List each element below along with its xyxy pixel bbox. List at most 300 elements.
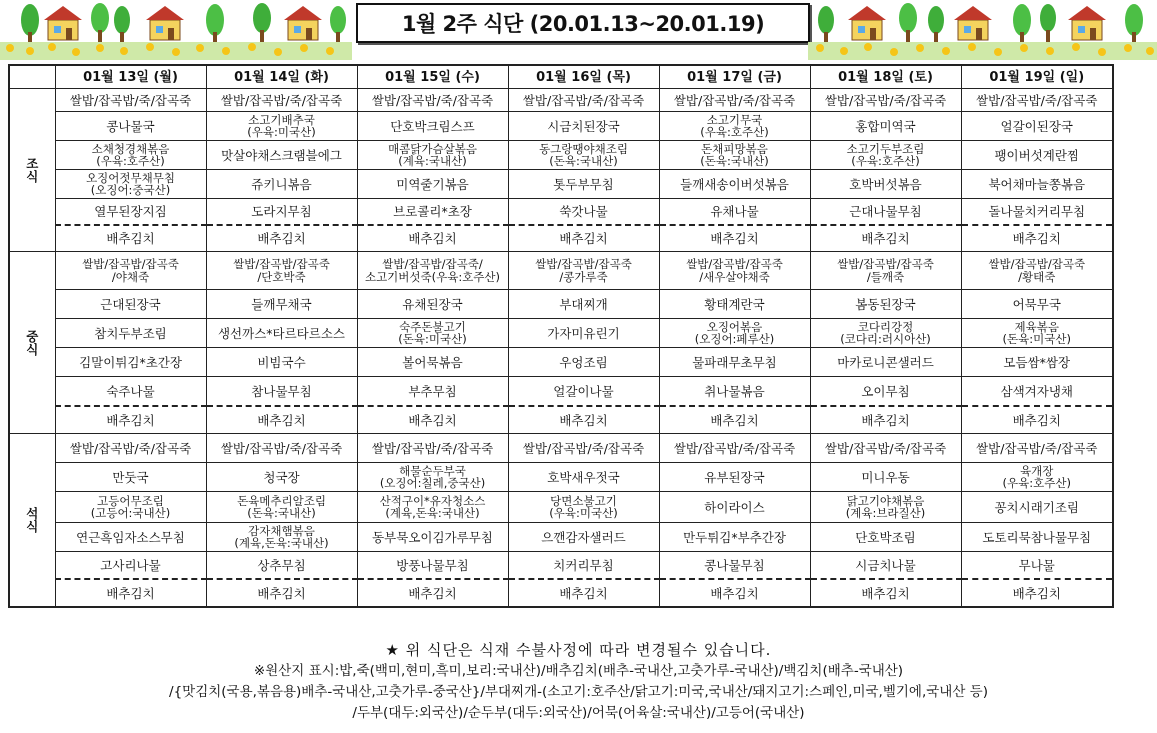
dish-name: 김말이튀김*초간장 <box>79 354 182 370</box>
dish-name: 배추김치 <box>257 585 306 601</box>
menu-cell <box>659 112 810 141</box>
dish-name: 동그랑땡야채조림 <box>539 141 628 156</box>
dish-name: 배추김치 <box>861 585 910 601</box>
menu-item <box>962 465 1113 490</box>
menu-item <box>509 495 659 520</box>
dish-name: 쌀밥/잡곡밥/잡곡죽 <box>82 257 179 271</box>
menu-cell <box>659 434 810 463</box>
menu-cell <box>961 112 1113 141</box>
dish-name: 쌀밥/잡곡밥/잡곡죽 <box>535 257 632 271</box>
menu-cell <box>357 170 508 199</box>
menu-item <box>660 114 810 139</box>
menu-cell <box>508 406 659 434</box>
dish-name: 배추김치 <box>861 231 910 246</box>
menu-cell <box>961 579 1113 607</box>
origin-info <box>0 661 1157 724</box>
menu-cell <box>508 141 659 170</box>
dish-name: 쥬키니볶음 <box>251 176 312 192</box>
corner-cell <box>9 65 55 89</box>
dish-origin: (돈육:미국산) <box>398 332 467 346</box>
menu-cell <box>55 492 206 523</box>
dish-name: 배추김치 <box>1012 231 1061 246</box>
menu-cell <box>357 377 508 407</box>
dish-name: 들깨새송이버섯볶음 <box>680 176 789 192</box>
dish-name: 모듬쌈*쌈장 <box>1003 354 1071 370</box>
menu-cell <box>659 319 810 348</box>
menu-cell <box>55 348 206 377</box>
menu-cell <box>508 170 659 199</box>
day-header: 01월 14일 (화) <box>206 65 357 89</box>
menu-cell <box>55 290 206 319</box>
dish-name: 배추김치 <box>559 412 608 428</box>
menu-cell <box>55 406 206 434</box>
menu-cell <box>961 89 1113 112</box>
dish-origin: (우육:미국산) <box>549 506 618 520</box>
menu-cell <box>961 252 1113 290</box>
menu-cell <box>659 252 810 290</box>
dish-name: 배추김치 <box>710 585 759 601</box>
dinner-row <box>9 434 1113 463</box>
menu-cell <box>961 199 1113 226</box>
menu-cell <box>810 319 961 348</box>
menu-cell <box>961 434 1113 463</box>
dish-name: 으깬감자샐러드 <box>541 529 626 545</box>
menu-cell <box>357 492 508 523</box>
menu-cell <box>206 225 357 252</box>
dish-name: 소고기두부조림 <box>846 141 925 156</box>
dish-name: 마카로니콘샐러드 <box>837 354 934 370</box>
menu-item <box>358 465 508 490</box>
dish-origin: (돈육:국내산) <box>549 154 618 168</box>
menu-cell <box>55 579 206 607</box>
dish-name: 부대찌개 <box>559 296 608 312</box>
menu-cell <box>961 319 1113 348</box>
dish-name: 우엉조림 <box>559 354 608 370</box>
menu-cell <box>357 434 508 463</box>
dish-name: 참나물무침 <box>251 383 312 399</box>
dish-name: 쌀밥/잡곡밥/죽/잡곡죽 <box>220 440 343 456</box>
menu-item <box>56 143 206 168</box>
dish-origin: (계육:브라질산) <box>845 506 926 520</box>
menu-cell <box>55 552 206 580</box>
dish-origin: (우육:호주산) <box>96 154 165 168</box>
menu-item <box>358 143 508 168</box>
menu-cell <box>206 252 357 290</box>
menu-item <box>509 143 659 168</box>
dish-name: 매콤닭가슴살볶음 <box>388 141 477 156</box>
dish-name: 고등어무조림 <box>97 493 164 508</box>
breakfast-label-bottom: 식 <box>26 169 39 184</box>
menu-cell <box>659 170 810 199</box>
menu-item <box>811 321 961 346</box>
dish-name: 미니우동 <box>861 469 910 485</box>
dish-name: 유채된장국 <box>402 296 463 312</box>
lunch-label-top: 중 <box>26 328 39 344</box>
dish-name: 쑥갓나물 <box>559 204 608 219</box>
menu-cell <box>810 348 961 377</box>
menu-item <box>660 258 810 283</box>
dish-name: 쌀밥/잡곡밥/죽/잡곡죽 <box>824 92 947 108</box>
breakfast-row <box>9 112 1113 141</box>
village-decoration-right <box>808 2 1157 60</box>
menu-cell <box>961 141 1113 170</box>
menu-cell <box>659 406 810 434</box>
dish-name: 물파래무초무침 <box>692 354 777 370</box>
lunch-row <box>9 377 1113 407</box>
menu-item <box>207 114 357 139</box>
dish-name: 쌀밥/잡곡밥/죽/잡곡죽 <box>522 92 645 108</box>
menu-cell <box>508 552 659 580</box>
dish-name: 쌀밥/잡곡밥/죽/잡곡죽 <box>522 440 645 456</box>
dish-name: 쌀밥/잡곡밥/죽/잡곡죽 <box>673 92 796 108</box>
menu-cell <box>659 348 810 377</box>
menu-cell <box>810 89 961 112</box>
menu-cell <box>357 463 508 492</box>
day-header: 01월 19일 (일) <box>961 65 1113 89</box>
dish-name: 생선까스*타르타르소스 <box>217 325 345 341</box>
menu-cell <box>508 199 659 226</box>
dinner-label-bottom: 식 <box>26 519 39 534</box>
menu-cell <box>55 89 206 112</box>
dish-origin: (오징어:페루산) <box>694 332 775 346</box>
dish-name: 소채청경채볶음 <box>91 141 170 156</box>
dish-name: 미역줄기볶음 <box>396 176 469 192</box>
dish-name: 감자채햄볶음 <box>248 523 315 538</box>
menu-cell <box>810 492 961 523</box>
menu-item <box>358 321 508 346</box>
menu-cell <box>508 252 659 290</box>
menu-cell <box>55 523 206 552</box>
menu-cell <box>659 552 810 580</box>
menu-cell <box>659 579 810 607</box>
dish-name: 쌀밥/잡곡밥/잡곡죽 <box>988 257 1086 271</box>
dish-name: 배추김치 <box>408 231 457 246</box>
dish-name: 쌀밥/잡곡밥/죽/잡곡죽 <box>976 92 1098 108</box>
menu-cell <box>659 89 810 112</box>
dish-name: 소고기배추국 <box>248 112 315 127</box>
dish-name: 동부묵오이김가루무침 <box>372 529 493 545</box>
dish-name: 쌀밥/잡곡밥/잡곡죽 <box>686 257 783 271</box>
menu-cell <box>659 463 810 492</box>
dish-name: 도토리묵참나물무침 <box>982 529 1092 545</box>
page-title: 1월 2주 식단 (20.01.13~20.01.19) <box>356 3 810 43</box>
menu-cell <box>55 170 206 199</box>
dish-name: 숙주나물 <box>106 383 155 399</box>
menu-cell <box>206 199 357 226</box>
menu-cell <box>508 463 659 492</box>
menu-cell <box>659 377 810 407</box>
dish-name: 시금치된장국 <box>547 118 620 134</box>
dish-name: 숙주돈불고기 <box>399 319 466 334</box>
menu-cell <box>508 290 659 319</box>
menu-cell <box>206 377 357 407</box>
weekly-menu-table <box>8 64 1114 608</box>
dinner-row <box>9 579 1113 607</box>
dish-name: 하이라이스 <box>704 499 765 515</box>
dinner-label <box>9 434 55 608</box>
dish-origin: (돈육:국내산) <box>247 506 316 520</box>
dish-name: 쌀밥/잡곡밥/죽/잡곡죽 <box>824 440 947 456</box>
menu-cell <box>206 319 357 348</box>
menu-cell <box>961 348 1113 377</box>
dinner-row <box>9 492 1113 523</box>
menu-item <box>207 495 357 520</box>
menu-cell <box>659 290 810 319</box>
menu-cell <box>961 492 1113 523</box>
menu-cell <box>357 348 508 377</box>
breakfast-row <box>9 141 1113 170</box>
header-banner <box>0 0 1157 64</box>
menu-cell <box>961 463 1113 492</box>
menu-item <box>358 495 508 520</box>
menu-cell <box>659 141 810 170</box>
dish-name: 홍합미역국 <box>855 118 916 134</box>
dish-origin: (우육:호주산) <box>1002 476 1071 490</box>
lunch-row <box>9 406 1113 434</box>
menu-cell <box>206 523 357 552</box>
dish-origin: /황태죽 <box>1018 269 1056 284</box>
lunch-row <box>9 319 1113 348</box>
menu-cell <box>55 112 206 141</box>
lunch-row <box>9 252 1113 290</box>
menu-cell <box>810 434 961 463</box>
menu-cell <box>508 112 659 141</box>
menu-cell <box>206 348 357 377</box>
menu-cell <box>659 492 810 523</box>
dish-name: 상추무침 <box>257 557 306 573</box>
menu-cell <box>810 252 961 290</box>
menu-cell <box>206 112 357 141</box>
menu-cell <box>206 579 357 607</box>
dish-name: 쌀밥/잡곡밥/죽/잡곡죽 <box>976 440 1098 456</box>
dish-name: 청국장 <box>263 469 300 485</box>
dish-name: 배추김치 <box>106 585 155 601</box>
menu-cell <box>357 141 508 170</box>
menu-cell <box>961 170 1113 199</box>
origin-line: /두부(대두:외국산)/순두부(대두:외국산)/어묵(어육살:국내산)/고등어(국내산) <box>352 705 805 721</box>
lunch-label <box>9 252 55 434</box>
menu-cell <box>961 523 1113 552</box>
origin-line: /{맛김치(국용,볶음용)배추-국내산,고춧가루-중국산}/부대찌개-(소고기:호주산/닭고기:미국,국내산/돼지고기:스페인,미국,벨기에,국내산 등) <box>169 684 988 700</box>
menu-cell <box>206 552 357 580</box>
menu-item <box>962 258 1113 283</box>
dish-name: 고사리나물 <box>100 557 161 573</box>
lunch-label-bottom: 식 <box>26 341 39 357</box>
menu-item <box>207 258 357 283</box>
breakfast-row <box>9 89 1113 112</box>
dinner-label-top: 석 <box>26 506 39 521</box>
breakfast-row <box>9 225 1113 252</box>
menu-item <box>811 143 961 168</box>
dish-name: 봄동된장국 <box>855 296 916 312</box>
day-header: 01월 18일 (토) <box>810 65 961 89</box>
menu-cell <box>206 434 357 463</box>
menu-cell <box>810 377 961 407</box>
menu-cell <box>357 406 508 434</box>
dish-name: 배추김치 <box>710 231 759 246</box>
dish-name: 호박새우젓국 <box>547 469 620 485</box>
dish-name: 쌀밥/잡곡밥/죽/잡곡죽 <box>220 92 343 108</box>
menu-cell <box>810 463 961 492</box>
menu-cell <box>55 319 206 348</box>
breakfast-label-top: 조 <box>26 156 39 171</box>
dish-name: 배추김치 <box>257 231 306 246</box>
dish-name: 소고기무국 <box>706 112 763 127</box>
day-header: 01월 16일 (목) <box>508 65 659 89</box>
menu-cell <box>961 225 1113 252</box>
dish-origin: (돈육:국내산) <box>700 154 769 168</box>
dish-origin: (우육:호주산) <box>851 154 920 168</box>
menu-cell <box>810 225 961 252</box>
dish-name: 돈채피망볶음 <box>701 141 768 156</box>
dish-origin: (돈육:미국산) <box>1002 332 1071 346</box>
menu-cell <box>55 463 206 492</box>
dish-name: 볼어묵볶음 <box>402 354 463 370</box>
dish-name: 톳두부무침 <box>553 176 614 192</box>
dish-origin: /새우살야채죽 <box>699 269 770 284</box>
dish-name: 유채나물 <box>710 204 759 219</box>
dish-origin: (오징어:중국산) <box>90 183 171 197</box>
menu-cell <box>508 319 659 348</box>
menu-item <box>358 258 508 283</box>
dish-name: 시금치나물 <box>855 557 916 573</box>
village-decoration-left <box>0 2 352 60</box>
menu-cell <box>357 89 508 112</box>
menu-cell <box>810 170 961 199</box>
dish-name: 배추김치 <box>861 412 910 428</box>
day-header-row <box>9 65 1113 89</box>
menu-cell <box>810 290 961 319</box>
dish-name: 쌀밥/잡곡밥/죽/잡곡죽 <box>69 440 192 456</box>
menu-item <box>56 172 206 197</box>
dish-origin: (계육:국내산) <box>398 154 467 168</box>
menu-cell <box>206 492 357 523</box>
menu-cell <box>659 199 810 226</box>
menu-cell <box>357 112 508 141</box>
menu-cell <box>206 290 357 319</box>
menu-cell <box>55 225 206 252</box>
dish-origin: 소고기버섯죽(우육:호주산) <box>364 269 501 284</box>
day-header: 01월 17일 (금) <box>659 65 810 89</box>
menu-cell <box>810 552 961 580</box>
dish-name: 가자미유린기 <box>547 325 620 341</box>
menu-cell <box>357 523 508 552</box>
dish-name: 맛살야채스크램블에그 <box>221 147 342 163</box>
menu-cell <box>55 141 206 170</box>
day-header: 01월 15일 (수) <box>357 65 508 89</box>
dish-name: 돈육메추리알조림 <box>237 493 326 508</box>
lunch-row <box>9 290 1113 319</box>
dish-name: 참치두부조림 <box>94 325 167 341</box>
dish-name: 배추김치 <box>1012 585 1061 601</box>
dish-name: 당면소불고기 <box>550 493 617 508</box>
dish-name: 꽁치시래기조림 <box>994 499 1080 515</box>
menu-item <box>811 495 961 520</box>
day-header: 01월 13일 (월) <box>55 65 206 89</box>
menu-cell <box>508 579 659 607</box>
menu-cell <box>508 523 659 552</box>
menu-cell <box>55 434 206 463</box>
menu-item <box>56 258 206 283</box>
menu-cell <box>508 492 659 523</box>
breakfast-row <box>9 170 1113 199</box>
menu-cell <box>206 170 357 199</box>
dish-name: 근대나물무침 <box>849 204 922 219</box>
menu-cell <box>508 89 659 112</box>
menu-cell <box>810 579 961 607</box>
dish-name: 콩나물국 <box>106 118 155 134</box>
menu-cell <box>508 434 659 463</box>
dish-origin: /콩가루죽 <box>559 269 608 284</box>
dish-origin: (고등어:국내산) <box>90 506 171 520</box>
dish-name: 무나물 <box>1018 557 1055 573</box>
dish-origin: (계육,돈육:국내산) <box>385 506 480 520</box>
menu-cell <box>810 112 961 141</box>
dish-name: 오징어젓무채무침 <box>86 170 175 185</box>
dish-name: 호박버섯볶음 <box>849 176 922 192</box>
dish-name: 배추김치 <box>106 412 155 428</box>
dish-name: 닭고기야채볶음 <box>846 493 925 508</box>
dinner-row <box>9 463 1113 492</box>
origin-line: ※원산지 표시:밥,죽(백미,현미,흑미,보리:국내산)/배추김치(배추-국내산,고춧가루-국내산)/백김치(배추-국내산) <box>253 663 904 679</box>
dish-name: 비빔국수 <box>257 354 306 370</box>
menu-cell <box>961 552 1113 580</box>
dish-name: 단호박조림 <box>855 529 916 545</box>
menu-cell <box>206 463 357 492</box>
menu-cell <box>810 523 961 552</box>
menu-cell <box>206 89 357 112</box>
dish-name: 부추무침 <box>408 383 457 399</box>
dish-origin: (오징어:칠레,중국산) <box>379 476 486 490</box>
dish-name: 쌀밥/잡곡밥/잡곡죽 <box>233 257 330 271</box>
dish-name: 쌀밥/잡곡밥/죽/잡곡죽 <box>69 92 192 108</box>
menu-cell <box>357 290 508 319</box>
dish-name: 연근흑임자소스무침 <box>76 529 185 545</box>
menu-item <box>509 258 659 283</box>
dish-name: 들깨무채국 <box>251 296 312 312</box>
dish-name: 방풍나물무침 <box>396 557 469 573</box>
dish-name: 취나물볶음 <box>704 383 765 399</box>
menu-item <box>811 258 961 283</box>
breakfast-label <box>9 89 55 252</box>
dish-name: 배추김치 <box>106 231 155 246</box>
dish-name: 얼갈이나물 <box>553 383 614 399</box>
dinner-row <box>9 552 1113 580</box>
dish-name: 삼색겨자냉채 <box>1000 383 1073 399</box>
menu-cell <box>659 225 810 252</box>
menu-cell <box>206 406 357 434</box>
dish-name: 쌀밥/잡곡밥/죽/잡곡죽 <box>673 440 796 456</box>
dish-origin: (코다리:러시아산) <box>840 332 931 346</box>
dish-name: 산적구이*유자청소스 <box>379 493 486 508</box>
menu-cell <box>206 141 357 170</box>
dish-origin: /들깨죽 <box>866 269 905 284</box>
dish-name: 배추김치 <box>1012 412 1061 428</box>
menu-cell <box>508 377 659 407</box>
dish-name: 콩나물무침 <box>704 557 765 573</box>
menu-cell <box>357 199 508 226</box>
dish-name: 배추김치 <box>559 231 608 246</box>
menu-item <box>207 525 357 550</box>
menu-cell <box>508 225 659 252</box>
dish-name: 배추김치 <box>257 412 306 428</box>
dish-name: 황태계란국 <box>704 296 765 312</box>
dish-origin: (우육:미국산) <box>247 125 316 139</box>
dish-origin: (우육:호주산) <box>700 125 769 139</box>
dish-name: 오징어볶음 <box>706 319 763 334</box>
menu-cell <box>55 252 206 290</box>
menu-cell <box>357 579 508 607</box>
